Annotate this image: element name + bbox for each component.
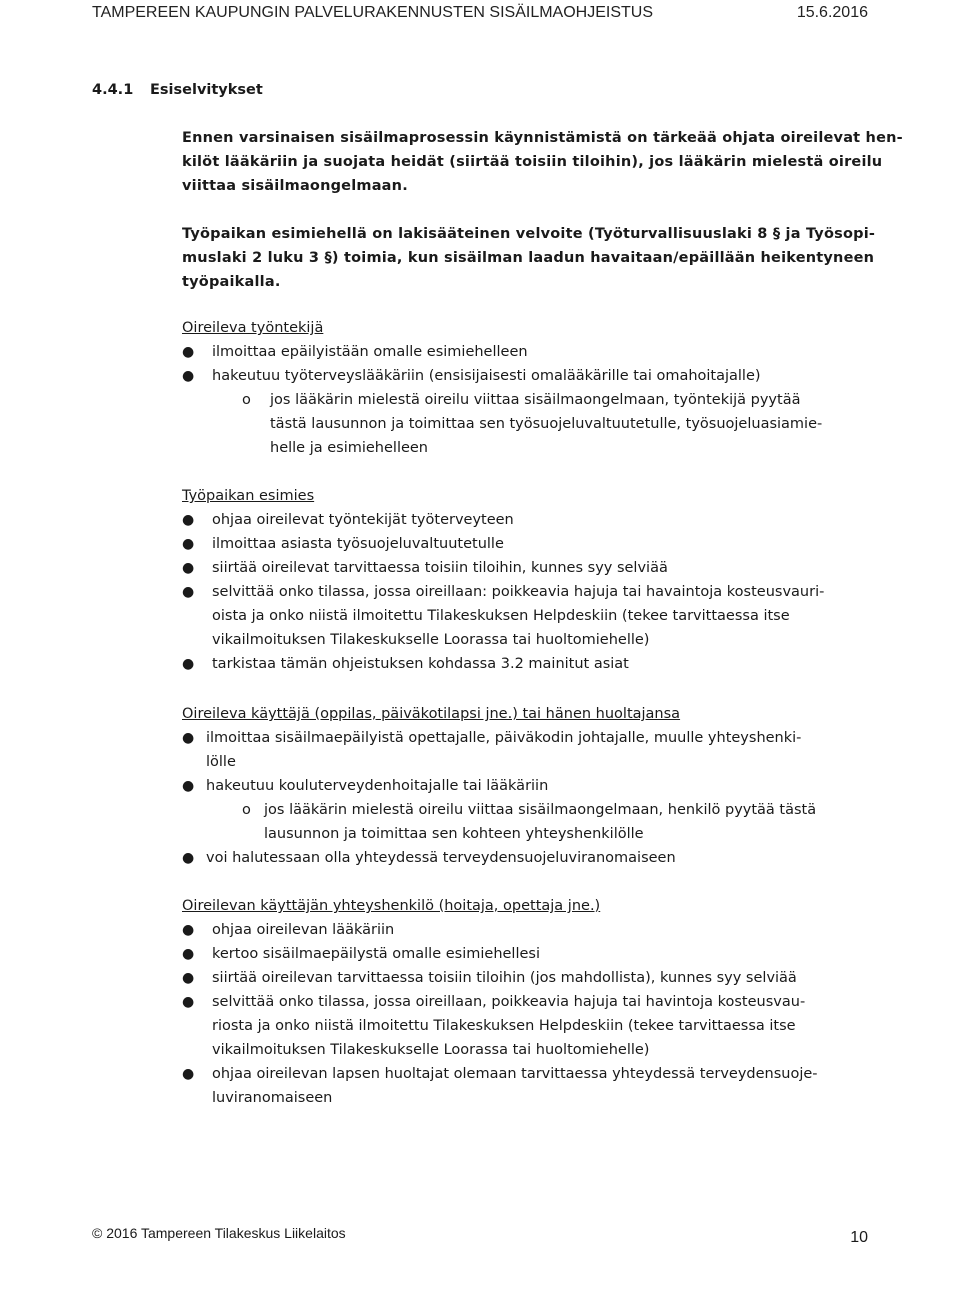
list-item-text: hakeutuu kouluterveydenhoitajalle tai lääkäriin — [206, 778, 549, 794]
copyright-text: © 2016 Tampereen Tilakeskus Liikelaitos — [92, 1225, 346, 1241]
list-item — [182, 1062, 872, 1110]
list-item-text: ohjaa oireilevan lääkäriin — [212, 922, 395, 938]
section-title: Esiselvitykset — [150, 82, 263, 98]
sub-bullet-icon: o — [242, 392, 251, 408]
header-title: TAMPEREEN KAUPUNGIN PALVELURAKENNUSTEN SISÄILMAOHJEISTUS — [92, 4, 654, 21]
group-yhteyshenkilo — [182, 894, 872, 1110]
list-item-text: riosta ja onko niistä ilmoitettu Tilakeskuksen Helpdeskiin (tekee tarvittaessa itse — [212, 1018, 796, 1034]
intro-paragraph-2 — [182, 222, 876, 294]
group-title: Työpaikan esimies — [182, 488, 315, 504]
list-item-text: ilmoittaa sisäilmaepäilyistä opettajalle, päiväkodin johtajalle, muulle yhteyshenki- — [206, 730, 802, 746]
list-item — [182, 364, 872, 388]
bullet-icon: ● — [182, 368, 195, 384]
paragraph-line: työpaikalla. — [182, 274, 281, 290]
list-item-text: ilmoittaa asiasta työsuojeluvaltuutetulle — [212, 536, 504, 552]
list-item-text: ilmoittaa epäilyistään omalle esimiehelleen — [212, 344, 528, 360]
sub-list-item-text: lausunnon ja toimittaa sen kohteen yhteyshenkilölle — [264, 826, 644, 842]
bullet-icon: ● — [182, 584, 195, 600]
bullet-icon: ● — [182, 1066, 195, 1082]
group-title: Oireileva työntekijä — [182, 320, 324, 336]
list-item — [182, 990, 872, 1062]
list-item-text: siirtää oireilevat tarvittaessa toisiin tiloihin, kunnes syy selviää — [212, 560, 668, 576]
list-item-text: ohjaa oireilevan lapsen huoltajat olemaan tarvittaessa yhteydessä terveydensuoje- — [212, 1066, 818, 1082]
list-item-text: tarkistaa tämän ohjeistuksen kohdassa 3.2 mainitut asiat — [212, 656, 629, 672]
bullet-icon: ● — [182, 512, 195, 528]
list-item — [182, 556, 872, 580]
bullet-icon: ● — [182, 970, 195, 986]
sub-list-item-text: tästä lausunnon ja toimittaa sen työsuojeluvaltuutetulle, työsuojeluasiamie- — [270, 416, 823, 432]
bullet-icon: ● — [182, 344, 195, 360]
list-item — [182, 774, 872, 798]
list-item-text: vikailmoituksen Tilakeskukselle Loorassa tai huoltomiehelle) — [212, 632, 650, 648]
list-item — [182, 532, 872, 556]
list-item-text: vikailmoituksen Tilakeskukselle Loorassa tai huoltomiehelle) — [212, 1042, 650, 1058]
list-item-text: selvittää onko tilassa, jossa oireillaan, poikkeavia hajuja tai havintoja kosteusvau- — [212, 994, 806, 1010]
section-number: 4.4.1 — [92, 82, 134, 98]
list-item-text: oista ja onko niistä ilmoitettu Tilakeskuksen Helpdeskiin (tekee tarvittaessa itse — [212, 608, 790, 624]
list-item — [182, 652, 872, 676]
list-item-text: siirtää oireilevan tarvittaessa toisiin tiloihin (jos mahdollista), kunnes syy selviää — [212, 970, 797, 986]
list-item — [182, 918, 872, 942]
list-item-text: hakeutuu työterveyslääkäriin (ensisijaisesti omalääkärille tai omahoitajalle) — [212, 368, 761, 384]
sub-list-item-text: jos lääkärin mielestä oireilu viittaa sisäilmaongelmaan, henkilö pyytää tästä — [264, 802, 817, 818]
paragraph-line: Työpaikan esimiehellä on lakisääteinen velvoite (Työturvallisuuslaki 8 § ja Työsopi- — [182, 226, 876, 242]
paragraph-line: muslaki 2 luku 3 §) toimia, kun sisäilman laadun havaitaan/epäillään heikentyneen — [182, 250, 875, 266]
list-item — [182, 726, 872, 774]
sub-list-item — [182, 388, 872, 460]
list-item-text: voi halutessaan olla yhteydessä terveydensuojeluviranomaiseen — [206, 850, 676, 866]
bullet-icon: ● — [182, 994, 195, 1010]
header-date: 15.6.2016 — [796, 4, 868, 21]
paragraph-line: Ennen varsinaisen sisäilmaprosessin käynnistämistä on tärkeää ohjata oireilevat hen- — [182, 130, 903, 146]
page-number: 10 — [850, 1229, 868, 1246]
list-item-text: lölle — [206, 754, 236, 770]
list-item-text: ohjaa oireilevat työntekijät työterveyteen — [212, 512, 514, 528]
list-item — [182, 580, 872, 652]
bullet-icon: ● — [182, 922, 195, 938]
section-heading — [92, 82, 263, 98]
list-item — [182, 966, 872, 990]
intro-paragraph-1 — [182, 126, 903, 198]
page-header — [92, 4, 868, 24]
sub-bullet-icon: o — [242, 802, 251, 818]
group-tyopaikan-esimies — [182, 484, 872, 676]
sub-list-item-text: helle ja esimiehelleen — [270, 440, 428, 456]
page-footer — [92, 1225, 868, 1246]
group-title: Oireilevan käyttäjän yhteyshenkilö (hoitaja, opettaja jne.) — [182, 898, 601, 914]
list-item — [182, 942, 872, 966]
list-item — [182, 340, 872, 364]
bullet-icon: ● — [182, 730, 195, 746]
bullet-icon: ● — [182, 536, 195, 552]
list-item — [182, 846, 872, 870]
paragraph-line: viittaa sisäilmaongelmaan. — [182, 178, 408, 194]
bullet-icon: ● — [182, 946, 195, 962]
list-item-text: selvittää onko tilassa, jossa oireillaan: poikkeavia hajuja tai havaintoja kosteusvauri- — [212, 584, 825, 600]
bullet-icon: ● — [182, 560, 195, 576]
sub-list-item-text: jos lääkärin mielestä oireilu viittaa sisäilmaongelmaan, työntekijä pyytää — [270, 392, 801, 408]
list-item — [182, 508, 872, 532]
group-oireileva-tyontekija — [182, 316, 872, 460]
sub-list-item — [182, 798, 872, 846]
list-item-text: kertoo sisäilmaepäilystä omalle esimiehellesi — [212, 946, 540, 962]
group-oireileva-kayttaja — [182, 702, 872, 870]
bullet-icon: ● — [182, 850, 195, 866]
paragraph-line: kilöt lääkäriin ja suojata heidät (siirtää toisiin tiloihin), jos lääkärin mielestä oireilu — [182, 154, 883, 170]
bullet-icon: ● — [182, 656, 195, 672]
group-title: Oireileva käyttäjä (oppilas, päiväkotilapsi jne.) tai hänen huoltajansa — [182, 706, 681, 722]
list-item-text: luviranomaiseen — [212, 1090, 333, 1106]
bullet-icon: ● — [182, 778, 195, 794]
